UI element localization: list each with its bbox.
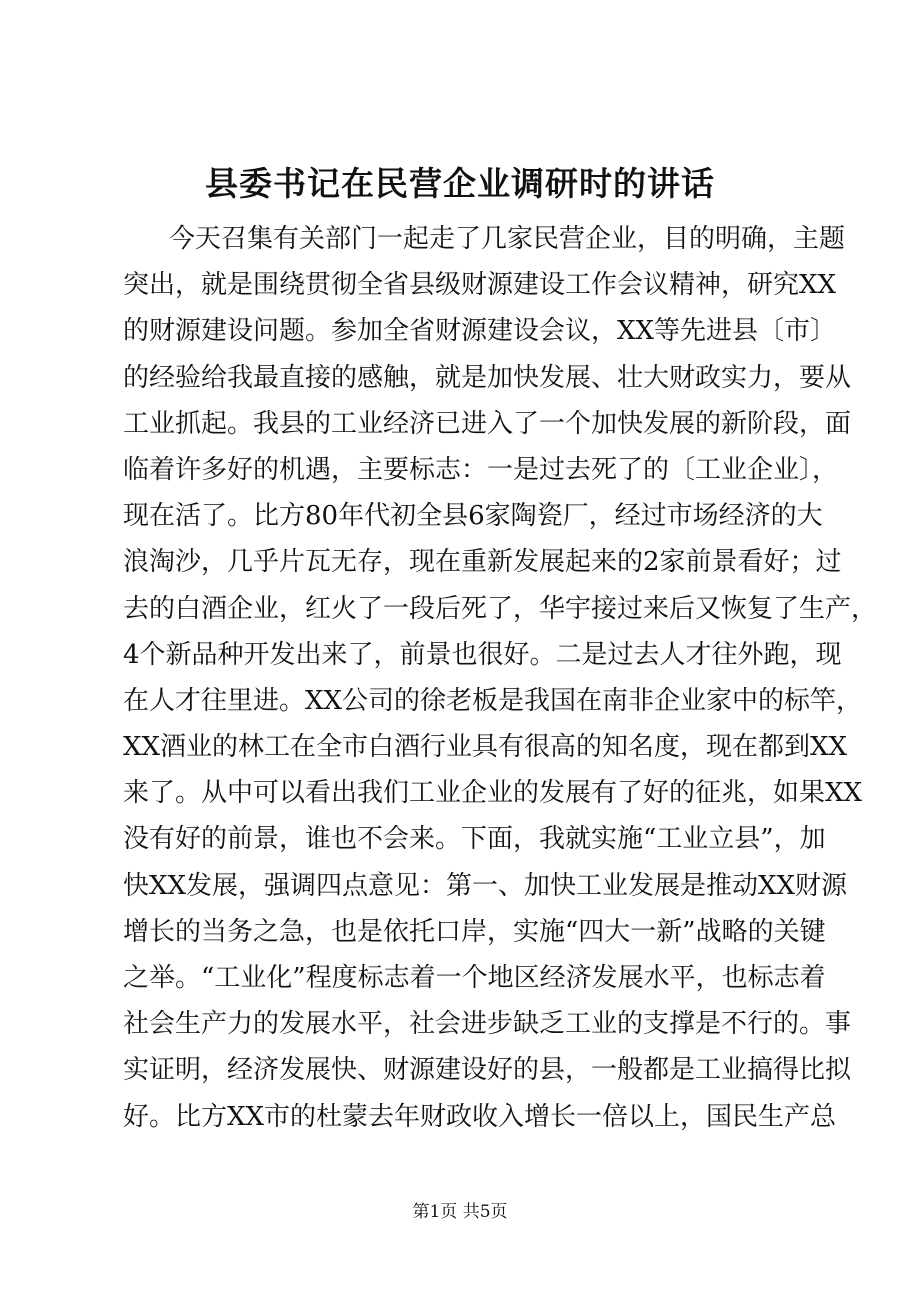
body-line: 快XX发展，强调四点意见：第一、加快工业发展是推动XX财源 [123,870,848,901]
body-line: XX酒业的林工在全市白酒行业具有很高的知名度，现在都到XX [123,732,848,763]
body-line: 社会生产力的发展水平，社会进步缺乏工业的支撑是不行的。事 [123,1009,852,1040]
body-line: 在人才往里进。XX公司的徐老板是我国在南非企业家中的标竿， [123,685,863,716]
body-line: 来了。从中可以看出我们工业企业的发展有了好的征兆，如果XX [123,778,863,809]
body-line: 去的白酒企业，红火了一段后死了，华宇接过来后又恢复了生产， [123,593,878,624]
page-number-footer: 第1页 共5页 [412,1202,508,1222]
body-line: 工业抓起。我县的工业经济已进入了一个加快发展的新阶段，面 [123,408,852,439]
body-line: 今天召集有关部门一起走了几家民营企业，目的明确，主题 [169,224,846,254]
document-title: 县委书记在民营企业调研时的讲话 [205,164,715,203]
body-line: 之举。“工业化”程度标志着一个地区经济发展水平，也标志着 [123,963,826,993]
body-line: 实证明，经济发展快、财源建设好的县，一般都是工业搞得比拟 [123,1055,852,1086]
body-line: 4个新品种开发出来了，前景也很好。二是过去人才往外跑，现 [123,639,842,670]
body-line: 临着许多好的机遇，主要标志：一是过去死了的〔工业企业〕， [123,454,839,485]
body-line: 突出，就是围绕贯彻全省县级财源建设工作会议精神，研究XX [123,270,837,301]
document-body [123,216,878,1140]
body-line: 好。比方XX市的杜蒙去年财政收入增长一倍以上，国民生产总 [123,1101,837,1132]
body-line: 没有好的前景，谁也不会来。下面，我就实施“工业立县”，加 [123,824,826,855]
body-line: 增长的当务之急，也是依托口岸，实施“四大一新”战略的关键 [123,916,826,947]
body-line: 浪淘沙，几乎片瓦无存，现在重新发展起来的2家前景看好；过 [123,547,842,578]
body-line: 的经验给我最直接的感触，就是加快发展、壮大财政实力，要从 [123,362,852,393]
body-line: 现在活了。比方80年代初全县6家陶瓷厂，经过市场经济的大 [123,501,823,532]
body-line: 的财源建设问题。参加全省财源建设会议，XX等先进县〔市〕 [123,316,837,347]
